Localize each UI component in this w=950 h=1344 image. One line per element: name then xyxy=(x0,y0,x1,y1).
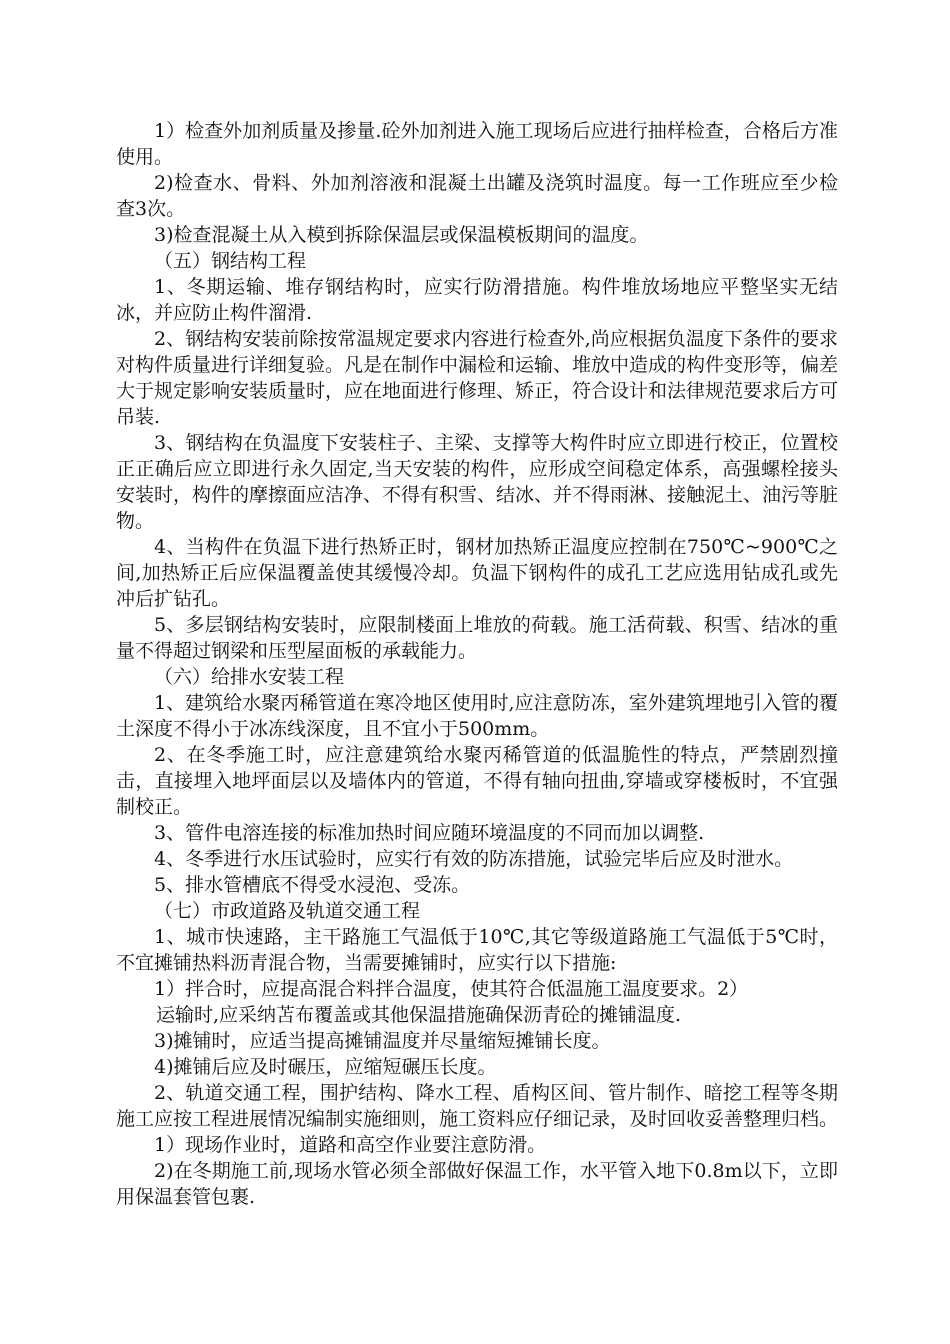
paragraph-23: 1）现场作业时，道路和高空作业要注意防滑。 xyxy=(154,1134,547,1156)
paragraph-6: 2、钢结构安装前除按常温规定要求内容进行检查外,尚应根据负温度下条件的要求对构件质量进行详细复验。凡是在制作中漏检和运输、堆放中造成的构件变形等，偏差大于规定影响安装质量时，应在地面进行修理、矫正，符合设计和法律规范要求后方可吊装. xyxy=(116,328,839,428)
section-heading-6: （六）给排水安装工程 xyxy=(154,666,345,688)
paragraph-15: 5、排水管槽底不得受水浸泡、受冻。 xyxy=(154,874,471,896)
paragraph-9: 5、多层钢结构安装时，应限制楼面上堆放的荷载。施工活荷载、积雪、结冰的重量不得超过钢梁和压型屋面板的承载能力。 xyxy=(116,614,838,662)
paragraph-13: 3、管件电溶连接的标准加热时间应随环境温度的不同而加以调整. xyxy=(154,822,705,844)
paragraph-12: 2、在冬季施工时，应注意建筑给水聚丙稀管道的低温脆性的特点，严禁剧烈撞击，直接埋入地坪面层以及墙体内的管道，不得有轴向扭曲,穿墙或穿楼板时，不宜强制校正。 xyxy=(116,744,838,818)
document-page xyxy=(116,118,838,1210)
paragraph-2: 2)检查水、骨料、外加剂溶液和混凝土出罐及浇筑时温度。每一工作班应至少检查3次。 xyxy=(116,172,838,220)
paragraph-20: 3)摊铺时，应适当提高摊铺温度并尽量缩短摊铺长度。 xyxy=(154,1030,611,1052)
paragraph-1: 1）检查外加剂质量及掺量.砼外加剂进入施工现场后应进行抽样检查，合格后方准使用。 xyxy=(116,120,838,168)
section-heading-5: （五）钢结构工程 xyxy=(154,250,307,272)
paragraph-18: 1）拌合时，应提高混合料拌合温度，使其符合低温施工温度要求。2） xyxy=(154,978,749,1000)
paragraph-24: 2)在冬期施工前,现场水管必须全部做好保温工作，水平管入地下0.8m以下，立即用保温套管包裹. xyxy=(116,1160,838,1208)
paragraph-8: 4、当构件在负温下进行热矫正时，钢材加热矫正温度应控制在750℃~900℃之间,加热矫正后应保温覆盖使其缓慢冷却。负温下钢构件的成孔工艺应选用钻成孔或先冲后扩钻孔。 xyxy=(116,536,838,610)
paragraph-7: 3、钢结构在负温度下安装柱子、主梁、支撑等大构件时应立即进行校正，位置校正正确后应立即进行永久固定,当天安装的构件，应形成空间稳定体系，高强螺栓接头安装时，构件的摩擦面应洁净、不得有积雪、结冰、并不得雨淋、接触泥土、油污等脏物。 xyxy=(116,432,839,532)
paragraph-14: 4、冬季进行水压试验时，应实行有效的防冻措施，试验完毕后应及时泄水。 xyxy=(154,848,794,870)
paragraph-21: 4)摊铺后应及时碾压，应缩短碾压长度。 xyxy=(154,1056,497,1078)
paragraph-11: 1、建筑给水聚丙稀管道在寒冷地区使用时,应注意防冻，室外建筑埋地引入管的覆土深度不得小于冰冻线深度，且不宜小于500mm。 xyxy=(116,692,838,740)
paragraph-19: 运输时,应采纳苫布覆盖或其他保温措施确保沥青砼的摊铺温度. xyxy=(156,1004,682,1026)
paragraph-22: 2、轨道交通工程，围护结构、降水工程、盾构区间、管片制作、暗挖工程等冬期施工应按工程进展情况编制实施细则，施工资料应仔细记录，及时回收妥善整理归档。 xyxy=(116,1082,839,1130)
paragraph-5: 1、冬期运输、堆存钢结构时，应实行防滑措施。构件堆放场地应平整坚实无结冰，并应防止构件溜滑. xyxy=(116,276,838,324)
section-heading-7: （七）市政道路及轨道交通工程 xyxy=(154,900,421,922)
paragraph-17: 1、城市快速路，主干路施工气温低于10℃,其它等级道路施工气温低于5℃时，不宜摊铺热料沥青混合物，当需要摊铺时，应实行以下措施: xyxy=(116,926,838,974)
paragraph-3: 3)检查混凝土从入模到拆除保温层或保温模板期间的温度。 xyxy=(154,224,649,246)
